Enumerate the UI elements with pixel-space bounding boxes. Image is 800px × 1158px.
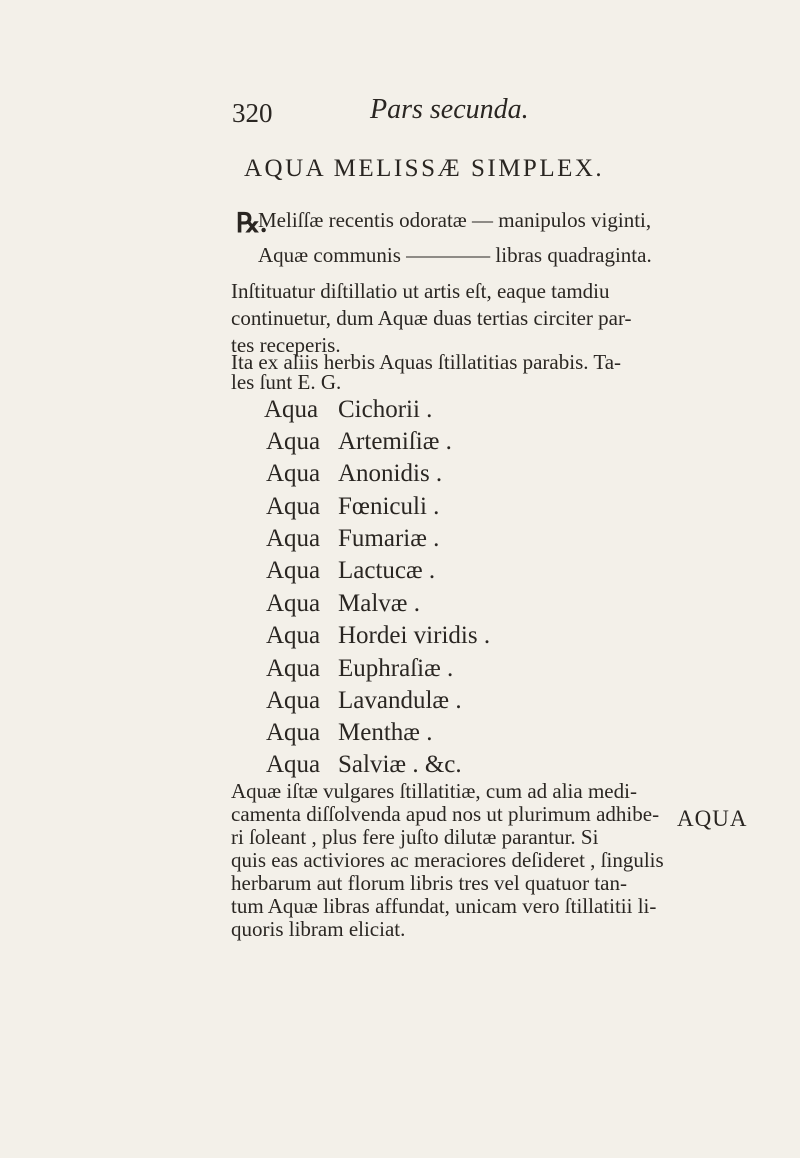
- recipe-symbol-icon: ℞.: [236, 208, 267, 238]
- paragraph-line: camenta diſſolvenda apud nos ut plurimum adhibe-: [231, 802, 660, 826]
- item-word: Aqua: [266, 622, 321, 649]
- item-name: Fumariæ .: [338, 525, 440, 552]
- item-name: Fœniculi .: [338, 493, 440, 520]
- item-word: Aqua: [266, 751, 321, 778]
- paragraph-line: ri ſoleant , plus fere juſto dilutæ parantur. Si: [231, 825, 599, 849]
- paragraph-line: continuetur, dum Aquæ duas tertias circiter par-: [231, 306, 632, 330]
- item-name: Malvæ .: [338, 590, 420, 617]
- item-word: Aqua: [266, 719, 321, 746]
- item-name: Lactucæ .: [338, 557, 436, 584]
- recipe-line-1: Meliſſæ recentis odoratæ — manipulos viginti,: [258, 208, 652, 232]
- running-head: Pars secunda.: [370, 94, 529, 125]
- paragraph-line: Aquæ iſtæ vulgares ſtillatitiæ, cum ad alia medi-: [231, 779, 637, 803]
- item-word: Aqua: [266, 525, 321, 552]
- paragraph-line: quis eas activiores ac meraciores deſideret , ſingulis: [231, 848, 664, 872]
- section-title: AQUA MELISSÆ SIMPLEX.: [244, 155, 605, 182]
- catchword: AQUA: [677, 806, 748, 831]
- item-name: Anonidis .: [338, 460, 443, 487]
- paragraph-line: tum Aquæ libras affundat, unicam vero ſtillatitii li-: [231, 894, 657, 918]
- item-name: Euphraſiæ .: [338, 655, 454, 682]
- paragraph-line: les ſunt E. G.: [231, 370, 342, 394]
- item-word: Aqua: [266, 687, 321, 714]
- paragraph-line: herbarum aut florum libris tres vel quatuor tan-: [231, 871, 627, 895]
- item-word: Aqua: [266, 557, 321, 584]
- recipe-line-2: Aquæ communis ———— libras quadraginta.: [258, 243, 652, 267]
- paragraph-line: tes receperis.: [231, 333, 341, 357]
- item-name: Lavandulæ .: [338, 687, 462, 714]
- item-word: Aqua: [264, 396, 319, 423]
- item-name: Hordei viridis .: [338, 622, 491, 649]
- item-word: Aqua: [266, 655, 321, 682]
- item-word: Aqua: [266, 428, 321, 455]
- item-name: Salviæ . &c.: [338, 751, 462, 778]
- page-number: 320: [232, 98, 273, 128]
- item-name: Cichorii .: [338, 396, 433, 423]
- item-name: Artemiſiæ .: [338, 428, 452, 455]
- item-word: Aqua: [266, 590, 321, 617]
- paragraph-line: quoris libram eliciat.: [231, 917, 406, 941]
- paragraph-line: Inſtituatur diſtillatio ut artis eſt, eaque tamdiu: [231, 279, 610, 303]
- item-word: Aqua: [266, 493, 321, 520]
- paragraph-line: Ita ex aliis herbis Aquas ſtillatitias parabis. Ta-: [231, 350, 622, 374]
- item-word: Aqua: [266, 460, 321, 487]
- item-name: Menthæ .: [338, 719, 433, 746]
